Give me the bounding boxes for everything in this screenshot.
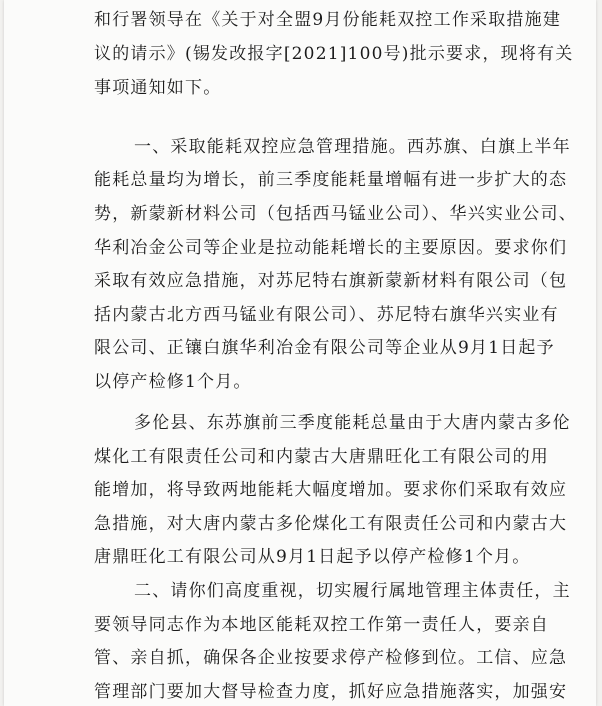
text-line: 能耗总量均为增长，前三季度能耗量增幅有进一步扩大的态 (94, 170, 568, 190)
text-line: 管、亲自抓，确保各企业按要求停产检修到位。工信、应急 (94, 648, 568, 668)
text-line: 事项通知如下。 (94, 78, 222, 98)
text-line: 要领导同志作为本地区能耗双控工作第一责任人，要亲自 (94, 615, 549, 635)
text-line: 以停产检修1个月。 (94, 372, 252, 392)
paragraph-start-line: 一、采取能耗双控应急管理措施。西苏旗、白旗上半年 (134, 137, 571, 157)
text-line: 采取有效应急措施，对苏尼特右旗新蒙新材料有限公司（包 (94, 271, 568, 291)
text-line: 议的请示》(锡发改报字[2021]100号)批示要求，现将有关 (94, 44, 574, 64)
text-line: 括内蒙古北方西马锰业有限公司）、苏尼特右旗华兴实业有 (94, 305, 559, 325)
paragraph-start-line: 多伦县、东苏旗前三季度能耗总量由于大唐内蒙古多伦 (134, 413, 571, 433)
text-line: 能增加，将导致两地能耗大幅度增加。要求你们采取有效应 (94, 480, 568, 500)
text-line: 限公司、正镶白旗华利冶金有限公司等企业从9月1日起予 (94, 338, 555, 358)
text-line: 和行署领导在《关于对全盟9月份能耗双控工作采取措施建 (94, 10, 562, 30)
paragraph-start-line: 二、请你们高度重视，切实履行属地管理主体责任，主 (134, 581, 571, 601)
text-line: 势，新蒙新材料公司（包括西马锰业公司）、华兴实业公司、 (94, 204, 577, 224)
text-line: 华利冶金公司等企业是拉动能耗增长的主要原因。要求你们 (94, 238, 568, 258)
text-line: 管理部门要加大督导检查力度，抓好应急措施落实，加强安 (94, 682, 568, 702)
text-line: 急措施，对大唐内蒙古多伦煤化工有限责任公司和内蒙古大 (94, 514, 568, 534)
document-page (4, 0, 596, 706)
text-line: 煤化工有限责任公司和内蒙古大唐鼎旺化工有限公司的用 (94, 447, 549, 467)
text-line: 唐鼎旺化工有限公司从9月1日起予以停产检修1个月。 (94, 547, 531, 567)
